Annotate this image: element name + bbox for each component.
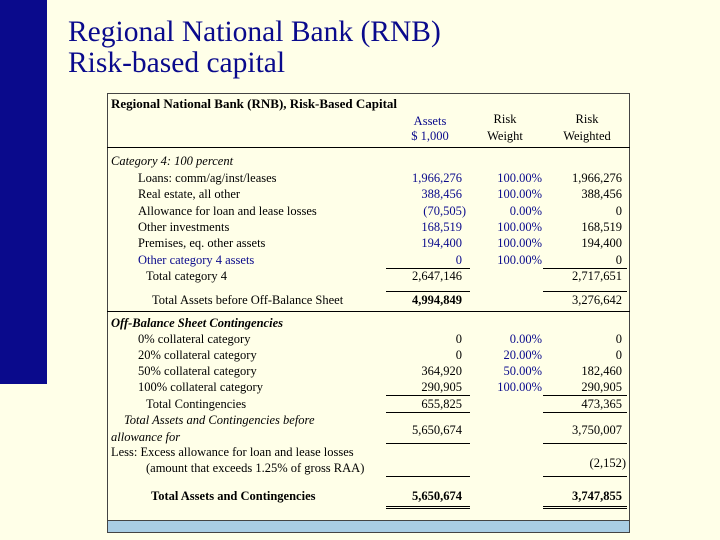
obs-row-label: 100% collateral category xyxy=(138,380,263,394)
subtotal-rule xyxy=(543,291,627,292)
obs-row-assets: 364,920 xyxy=(421,364,462,378)
subtotal-rule xyxy=(386,412,470,413)
total-before-obs-weighted: 3,276,642 xyxy=(572,293,622,307)
total-cat4-weighted: 2,717,651 xyxy=(572,269,622,283)
total-before-allowance-label-line1: Total Assets and Contingencies before xyxy=(124,413,315,427)
total-contingencies-weighted: 473,365 xyxy=(581,397,622,411)
total-contingencies-assets: 655,825 xyxy=(421,397,462,411)
subtotal-rule xyxy=(386,291,470,292)
cat4-row-assets: (70,505) xyxy=(423,204,466,218)
subtotal-rule xyxy=(543,412,627,413)
subtotal-rule xyxy=(543,443,627,444)
grand-total-rule xyxy=(386,508,470,509)
total-before-allowance-assets: 5,650,674 xyxy=(412,423,462,437)
cat4-row-weighted: 0 xyxy=(615,253,622,267)
header-divider xyxy=(107,147,630,148)
total-cat4-label: Total category 4 xyxy=(146,269,228,283)
obs-row-weight: 20.00% xyxy=(503,348,542,362)
slide-title-line2: Risk-based capital xyxy=(68,47,286,79)
obs-row-weighted: 0 xyxy=(615,348,622,362)
cat4-heading: Category 4: 100 percent xyxy=(111,154,234,168)
cat4-row-weight: 0.00% xyxy=(509,204,542,218)
less-weighted: (2,152) xyxy=(589,456,626,470)
section-divider xyxy=(107,311,630,312)
obs-row-weighted: 182,460 xyxy=(581,364,622,378)
header-weighted-line2: Weighted xyxy=(563,129,611,143)
cat4-row-weight: 100.00% xyxy=(497,253,542,267)
grand-total-rule xyxy=(386,506,470,507)
subtotal-rule xyxy=(543,476,627,477)
spreadsheet-footer-bar xyxy=(107,520,630,533)
subtotal-rule xyxy=(386,443,470,444)
cat4-row-label: Other investments xyxy=(138,220,230,234)
cat4-row-weight: 100.00% xyxy=(497,171,542,185)
header-assets-line1: Assets xyxy=(413,114,447,128)
cat4-row-assets: 0 xyxy=(455,253,462,267)
header-weight-line1: Risk xyxy=(493,112,517,126)
table-heading: Regional National Bank (RNB), Risk-Based Capital xyxy=(111,96,398,111)
grand-total-assets: 5,650,674 xyxy=(412,489,462,503)
cat4-row-assets: 168,519 xyxy=(421,220,462,234)
grand-total-label: Total Assets and Contingencies xyxy=(151,489,316,503)
cat4-row-weight: 100.00% xyxy=(497,236,542,250)
cat4-row-weight: 100.00% xyxy=(497,220,542,234)
grand-total-rule xyxy=(543,506,627,507)
less-label-line1: Less: Excess allowance for loan and lease losses xyxy=(111,445,354,459)
obs-row-weight: 50.00% xyxy=(503,364,542,378)
cat4-row-label: Premises, eq. other assets xyxy=(138,236,266,250)
obs-row-weight: 0.00% xyxy=(509,332,542,346)
grand-total-rule xyxy=(543,508,627,509)
obs-row-label: 50% collateral category xyxy=(138,364,257,378)
total-before-obs-label: Total Assets before Off-Balance Sheet xyxy=(152,293,344,307)
cat4-row-weighted: 388,456 xyxy=(581,187,622,201)
total-contingencies-label: Total Contingencies xyxy=(146,397,247,411)
cat4-row-weighted: 0 xyxy=(615,204,622,218)
cat4-row-label: Other category 4 assets xyxy=(138,253,255,267)
left-accent-bar xyxy=(0,0,47,384)
obs-row-label: 20% collateral category xyxy=(138,348,257,362)
grand-total-weighted: 3,747,855 xyxy=(572,489,622,503)
cat4-row-weight: 100.00% xyxy=(497,187,542,201)
obs-row-assets: 290,905 xyxy=(421,380,462,394)
cat4-row-assets: 194,400 xyxy=(421,236,462,250)
cat4-row-label: Loans: comm/ag/inst/leases xyxy=(138,171,277,185)
subtotal-rule xyxy=(386,476,470,477)
header-weight-line2: Weight xyxy=(487,129,523,143)
obs-row-weight: 100.00% xyxy=(497,380,542,394)
cat4-row-assets: 1,966,276 xyxy=(412,171,462,185)
cat4-row-weighted: 194,400 xyxy=(581,236,622,250)
cat4-row-weighted: 168,519 xyxy=(581,220,622,234)
obs-row-weighted: 0 xyxy=(615,332,622,346)
cat4-row-label: Real estate, all other xyxy=(138,187,241,201)
less-label-line2: (amount that exceeds 1.25% of gross RAA) xyxy=(146,461,365,475)
obs-row-assets: 0 xyxy=(455,348,462,362)
slide-title xyxy=(68,17,441,79)
cat4-row-assets: 388,456 xyxy=(421,187,462,201)
header-assets-line2: $ 1,000 xyxy=(411,129,449,143)
total-before-obs-assets: 4,994,849 xyxy=(412,293,462,307)
header-weighted-line1: Risk xyxy=(575,112,599,126)
obs-row-assets: 0 xyxy=(455,332,462,346)
obs-heading: Off-Balance Sheet Contingencies xyxy=(111,316,283,330)
obs-row-weighted: 290,905 xyxy=(581,380,622,394)
subtotal-rule xyxy=(543,395,627,396)
subtotal-rule xyxy=(386,395,470,396)
cat4-row-weighted: 1,966,276 xyxy=(572,171,622,185)
slide-title-line1: Regional National Bank (RNB) xyxy=(68,16,441,48)
total-before-allowance-weighted: 3,750,007 xyxy=(572,423,622,437)
total-before-allowance-label-line2: allowance for xyxy=(111,430,181,444)
cat4-row-label: Allowance for loan and lease losses xyxy=(138,204,317,218)
obs-row-label: 0% collateral category xyxy=(138,332,251,346)
total-cat4-assets: 2,647,146 xyxy=(412,269,462,283)
